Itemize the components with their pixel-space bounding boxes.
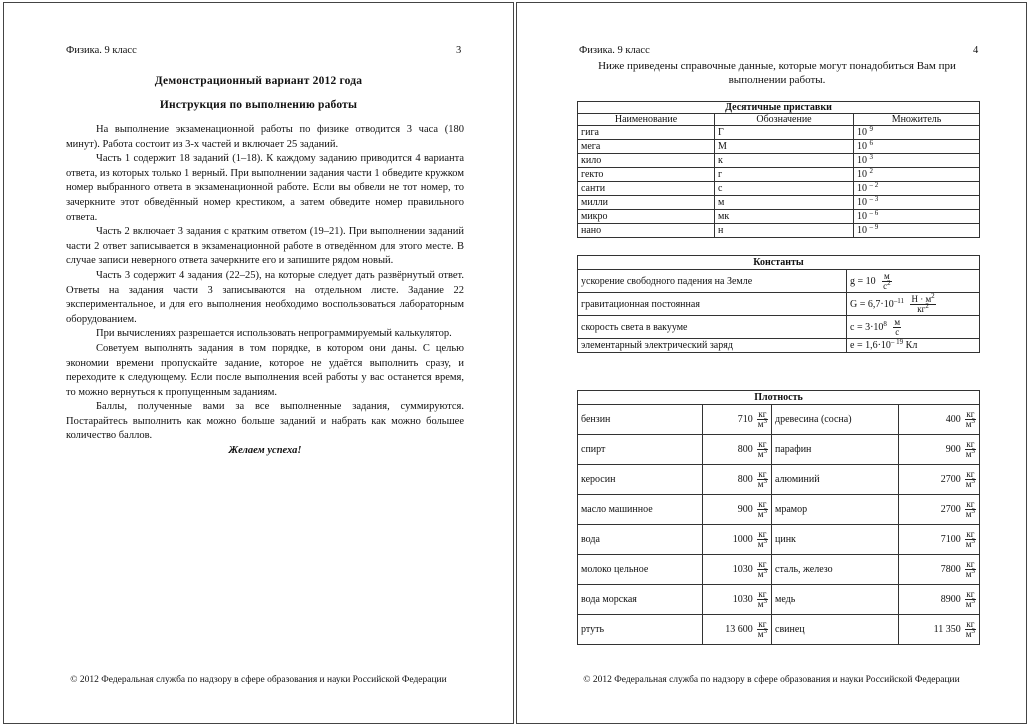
unit-fraction: $\frac{кг}{м^3}$ (757, 619, 767, 639)
prefix-name: гига (578, 126, 715, 140)
instruction-title: Инструкция по выполнению работы (159, 99, 358, 111)
table-title: Плотность (578, 391, 980, 405)
prefix-symbol: мк (715, 210, 854, 224)
substance-name: вода (578, 525, 703, 555)
density-value: 400 $\frac{кг}{м^3}$ (899, 405, 980, 435)
table-row (578, 615, 980, 645)
page-header: Физика. 9 класс (66, 45, 137, 56)
substance-name: масло машинное (578, 495, 703, 525)
column-header: Обозначение (715, 114, 854, 126)
table-row (578, 339, 980, 353)
page-footer: © 2012 Федеральная служба по надзору в сфере образования и науки Российской Федерации (70, 675, 447, 685)
unit-fraction: $\frac{м}{с}$ (894, 316, 901, 337)
unit-fraction: $\frac{м}{с^2}$ (883, 270, 891, 291)
table-row (578, 140, 980, 154)
prefix-symbol: к (715, 154, 854, 168)
unit-fraction: $\frac{кг}{м^3}$ (965, 499, 975, 519)
table-row (578, 465, 980, 495)
paragraph: Часть 3 содержит 4 задания (22–25), на которые следует дать развёрнутый ответ. Ответы на задания части 3 записываются на отдельном листе. Задание 22 экспериментальное, и для его выполнения необходимо воспользоваться лабораторным оборудованием. (66, 269, 464, 325)
constant-name: ускорение свободного падения на Земле (578, 270, 847, 293)
unit-fraction: $\frac{кг}{м^3}$ (757, 469, 767, 489)
document-title: Демонстрационный вариант 2012 года (154, 75, 363, 87)
constant-name: элементарный электрический заряд (578, 339, 847, 353)
page-left (3, 2, 514, 724)
column-header: Множитель (854, 114, 980, 126)
density-value: 800 $\frac{кг}{м^3}$ (703, 465, 772, 495)
substance-name: сталь, железо (772, 555, 899, 585)
intro-text: Ниже приведены справочные данные, которые могут понадобиться Вам при выполнении работы. (598, 60, 956, 86)
paragraph: Баллы, полученные вами за все выполненные задания, суммируются. Постарайтесь выполнить как можно больше заданий и набрать как можно большее количество баллов. (66, 401, 464, 442)
density-value: 7800 $\frac{кг}{м^3}$ (899, 555, 980, 585)
prefix-name: нано (578, 224, 715, 238)
unit-fraction: $\frac{кг}{м^3}$ (757, 559, 767, 579)
prefix-symbol: М (715, 140, 854, 154)
paragraph: При вычислениях разрешается использовать непрограммируемый калькулятор. (96, 328, 452, 340)
page-number: 4 (973, 45, 979, 56)
unit-fraction: $\frac{кг}{м^3}$ (757, 409, 767, 429)
density-value: 1030 $\frac{кг}{м^3}$ (703, 555, 772, 585)
unit-fraction: $\frac{кг}{м^3}$ (757, 589, 767, 609)
table-row (578, 293, 980, 316)
table-row (578, 525, 980, 555)
substance-name: цинк (772, 525, 899, 555)
page-right (516, 2, 1027, 724)
density-value: 2700 $\frac{кг}{м^3}$ (899, 495, 980, 525)
substance-name: алюминий (772, 465, 899, 495)
density-rows (578, 405, 980, 645)
table-row (578, 154, 980, 168)
density-value: 710 $\frac{кг}{м^3}$ (703, 405, 772, 435)
prefix-multiplier: 10 $^2$ (854, 168, 980, 182)
density-value: 8900 $\frac{кг}{м^3}$ (899, 585, 980, 615)
constant-name: скорость света в вакууме (578, 316, 847, 339)
prefix-name: микро (578, 210, 715, 224)
page-number: 3 (456, 45, 462, 56)
column-header: Наименование (578, 114, 715, 126)
paragraph: Советуем выполнять задания в том порядке, в котором они даны. С целью экономии времени пропускайте задание, которое не удаётся выполнить сразу, и переходите к следующему. Если после выполнения всей работы у вас останется время, то можно вернуться к пропущенным заданиям. (66, 342, 464, 398)
constants-table (577, 255, 980, 353)
substance-name: древесина (сосна) (772, 405, 899, 435)
prefix-name: кило (578, 154, 715, 168)
unit-fraction: $\frac{кг}{м^3}$ (965, 589, 975, 609)
table-row (578, 196, 980, 210)
density-value: 2700 $\frac{кг}{м^3}$ (899, 465, 980, 495)
table-title: Десятичные приставки (578, 102, 980, 114)
table-row (578, 126, 980, 140)
prefix-multiplier: 10 $^9$ (854, 126, 980, 140)
page-header: Физика. 9 класс (579, 45, 650, 56)
constant-value: $G = 6,7\cdot 10^{-11}$ $\frac{Н \cdot м^2}{кг^2}$ (847, 293, 980, 316)
prefix-multiplier: 10 $^{- 2}$ (854, 182, 980, 196)
unit-fraction: $\frac{кг}{м^3}$ (965, 469, 975, 489)
density-value: 900 $\frac{кг}{м^3}$ (703, 495, 772, 525)
unit-fraction: $\frac{кг}{м^3}$ (965, 559, 975, 579)
density-value: 1000 $\frac{кг}{м^3}$ (703, 525, 772, 555)
table-row (578, 168, 980, 182)
paragraph: На выполнение экзаменационной работы по физике отводится 3 часа (180 минут). Работа состоит из 3-х частей и включает 25 заданий. (66, 124, 464, 150)
substance-name: парафин (772, 435, 899, 465)
table-row (578, 405, 980, 435)
prefix-name: санти (578, 182, 715, 196)
substance-name: ртуть (578, 615, 703, 645)
prefix-multiplier: 10 $^6$ (854, 140, 980, 154)
constant-value: $e = 1,6\cdot 10^{- 19}$ Кл (847, 339, 980, 353)
density-value: 7100 $\frac{кг}{м^3}$ (899, 525, 980, 555)
density-value: 800 $\frac{кг}{м^3}$ (703, 435, 772, 465)
substance-name: медь (772, 585, 899, 615)
wish-text: Желаем успеха! (228, 445, 302, 457)
page-footer: © 2012 Федеральная служба по надзору в сфере образования и науки Российской Федерации (583, 675, 960, 685)
table-row (578, 210, 980, 224)
prefix-name: гекто (578, 168, 715, 182)
table-title: Константы (578, 256, 980, 270)
density-value: 11 350 $\frac{кг}{м^3}$ (899, 615, 980, 645)
substance-name: вода морская (578, 585, 703, 615)
prefix-multiplier: 10 $^{- 3}$ (854, 196, 980, 210)
prefix-name: мега (578, 140, 715, 154)
table-row (578, 435, 980, 465)
prefix-symbol: г (715, 168, 854, 182)
prefix-rows (578, 126, 980, 238)
table-row (578, 224, 980, 238)
unit-fraction: $\frac{кг}{м^3}$ (965, 619, 975, 639)
constant-name: гравитационная постоянная (578, 293, 847, 316)
prefix-symbol: Г (715, 126, 854, 140)
unit-fraction: $\frac{кг}{м^3}$ (965, 439, 975, 459)
substance-name: спирт (578, 435, 703, 465)
unit-fraction: $\frac{кг}{м^3}$ (757, 499, 767, 519)
table-row (578, 316, 980, 339)
prefix-multiplier: 10 $^3$ (854, 154, 980, 168)
constant-value: $с = 3\cdot 10^8$ $\frac{м}{с}$ (847, 316, 980, 339)
prefix-symbol: н (715, 224, 854, 238)
unit-fraction: $\frac{Н \cdot м^2}{кг^2}$ (911, 291, 935, 314)
instruction-text (66, 123, 464, 459)
table-row (578, 270, 980, 293)
substance-name: керосин (578, 465, 703, 495)
unit-fraction: $\frac{кг}{м^3}$ (757, 529, 767, 549)
paragraph: Часть 2 включает 3 задания с кратким ответом (19–21). При выполнении заданий части 2 ответ записывается в экзаменационной работе в отведённом для этого месте. В случае записи неверного ответа зачеркните его и запишите рядом новый. (66, 226, 464, 267)
prefix-symbol: м (715, 196, 854, 210)
substance-name: молоко цельное (578, 555, 703, 585)
prefix-multiplier: 10 $^{- 9}$ (854, 224, 980, 238)
substance-name: бензин (578, 405, 703, 435)
substance-name: мрамор (772, 495, 899, 525)
density-value: 13 600 $\frac{кг}{м^3}$ (703, 615, 772, 645)
table-row (578, 555, 980, 585)
unit-fraction: $\frac{кг}{м^3}$ (965, 529, 975, 549)
constant-value: g = 10 $\frac{м}{с^2}$ (847, 270, 980, 293)
density-value: 1030 $\frac{кг}{м^3}$ (703, 585, 772, 615)
prefix-name: милли (578, 196, 715, 210)
table-row (578, 182, 980, 196)
density-table (577, 390, 980, 645)
prefix-symbol: с (715, 182, 854, 196)
substance-name: свинец (772, 615, 899, 645)
prefixes-table (577, 101, 980, 238)
table-row (578, 585, 980, 615)
paragraph: Часть 1 содержит 18 заданий (1–18). К каждому заданию приводится 4 варианта ответа, из которых только 1 верный. При выполнении задания части 1 обведите кружком номер выбранного ответа в экзаменационной работе. Если вы обвели не тот номер, то зачеркните этот обведённый номер крестиком, а затем обведите номер правильного ответа. (66, 153, 464, 223)
unit-fraction: $\frac{кг}{м^3}$ (965, 409, 975, 429)
table-row (578, 495, 980, 525)
prefix-multiplier: 10 $^{- 6}$ (854, 210, 980, 224)
unit-fraction: $\frac{кг}{м^3}$ (757, 439, 767, 459)
density-value: 900 $\frac{кг}{м^3}$ (899, 435, 980, 465)
